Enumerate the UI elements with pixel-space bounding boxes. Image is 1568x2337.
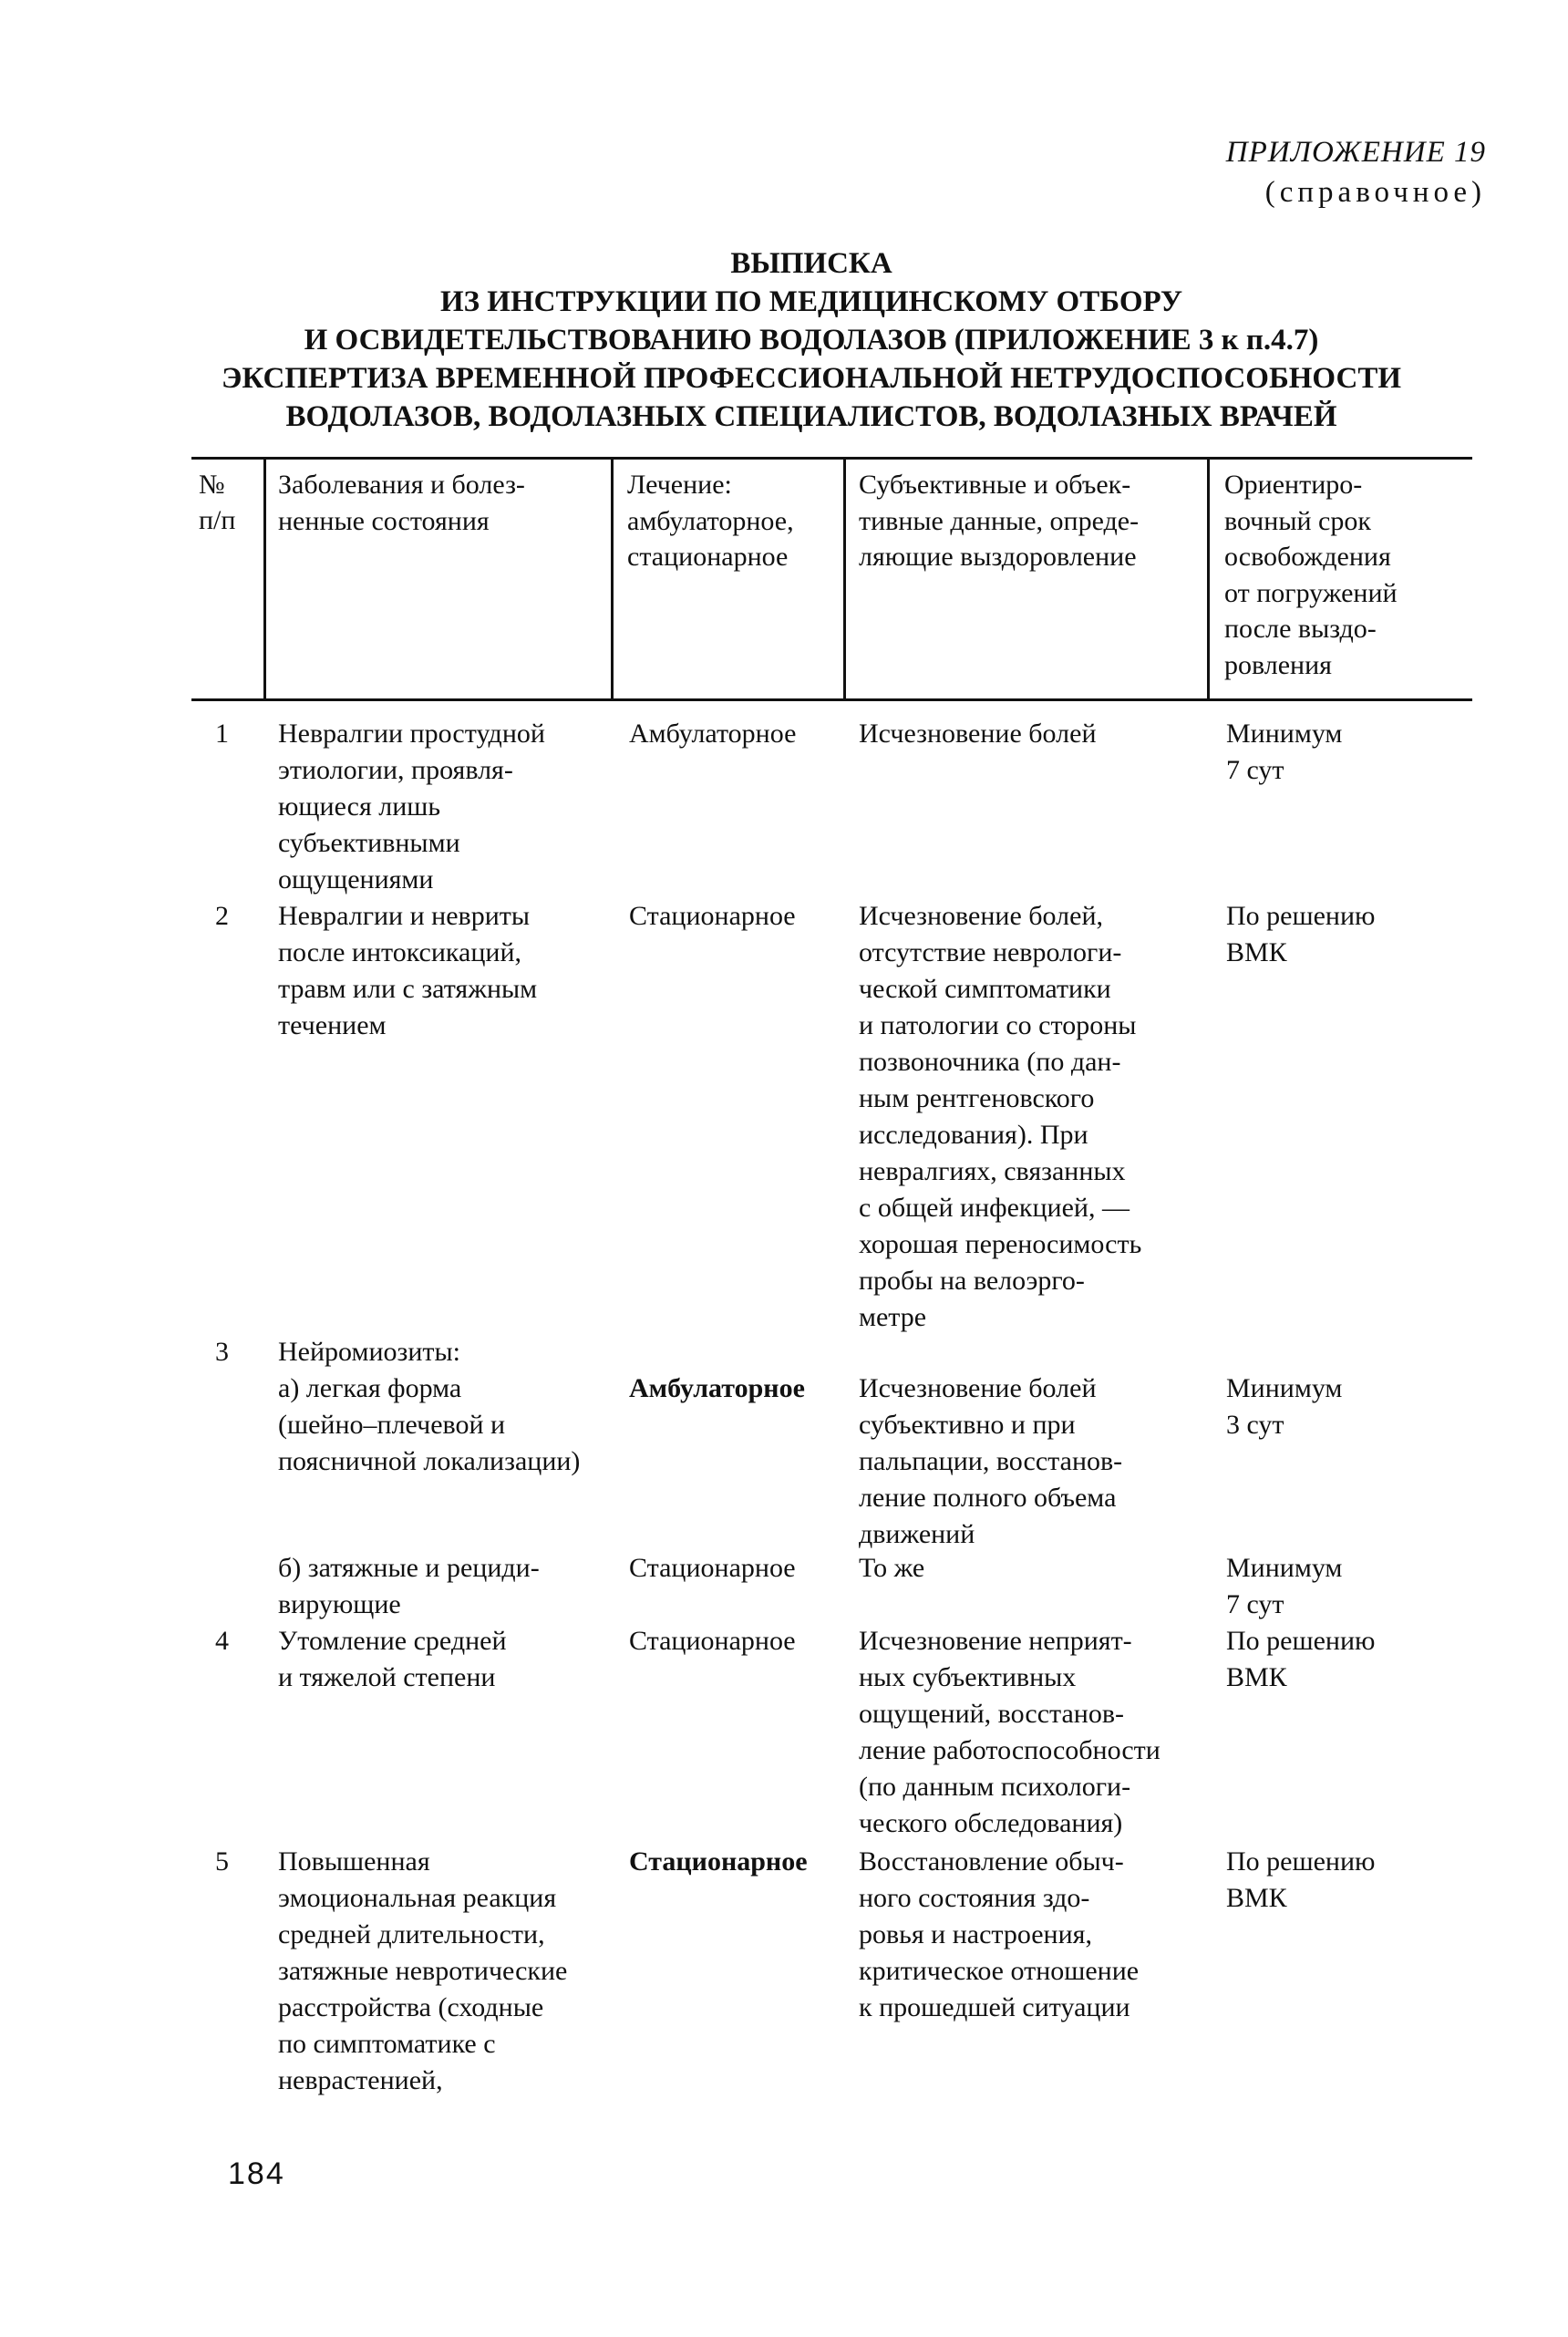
- row-criteria: Восстановление обыч- ного состояния здо- ровья и настроения, критическое отношение к прошедшей ситуации: [859, 1846, 1140, 2022]
- column-divider: [1207, 459, 1210, 700]
- title-line: И ОСВИДЕТЕЛЬСТВОВАНИЮ ВОДОЛАЗОВ (ПРИЛОЖЕНИЕ 3 к п.4.7): [304, 324, 1319, 357]
- row-disease: Утомление средней и тяжелой степени: [278, 1626, 507, 1692]
- row-treatment: Амбулаторное: [629, 1373, 805, 1403]
- row-number: 5: [215, 1846, 229, 1877]
- row-term: Минимум 7 сут: [1226, 719, 1343, 785]
- row-criteria: Исчезновение неприят- ных субъективных ощущений, восстанов- ление работоспособности (по данным психологи- ческого обследования): [859, 1626, 1161, 1838]
- row-treatment: Стационарное: [629, 1846, 808, 1877]
- row-term: Минимум 3 сут: [1226, 1373, 1343, 1440]
- row-term: Минимум 7 сут: [1226, 1553, 1343, 1619]
- row-disease: Нейромиозиты:: [278, 1337, 461, 1367]
- row-number: 4: [215, 1626, 229, 1656]
- title-line: ВОДОЛАЗОВ, ВОДОЛАЗНЫХ СПЕЦИАЛИСТОВ, ВОДОЛАЗНЫХ ВРАЧЕЙ: [285, 400, 1337, 433]
- title-line: ЭКСПЕРТИЗА ВРЕМЕННОЙ ПРОФЕССИОНАЛЬНОЙ НЕТРУДОСПОСОБНОСТИ: [221, 362, 1402, 395]
- row-criteria: Исчезновение болей субъективно и при пальпации, восстанов- ление полного объема движений: [859, 1373, 1123, 1549]
- row-number: 3: [215, 1337, 229, 1367]
- row-number: 2: [215, 901, 229, 931]
- row-disease: б) затяжные и рециди- вирующие: [278, 1553, 540, 1619]
- row-disease: а) легкая форма (шейно–плечевой и поясничной локализации): [278, 1373, 581, 1476]
- document-title: [164, 244, 1459, 436]
- title-line: ИЗ ИНСТРУКЦИИ ПО МЕДИЦИНСКОМУ ОТБОРУ: [439, 285, 1183, 318]
- column-divider: [611, 459, 614, 700]
- row-criteria: Исчезновение болей, отсутствие неврологи- ческой симптоматики и патологии со стороны позвоночника (по дан- ным рентгеновского исследования). При невралгиях, связанных с общей инфекцией, — хорошая переносимость пробы на велоэрго- метре: [859, 901, 1142, 1332]
- row-number: 1: [215, 719, 229, 749]
- row-treatment: Стационарное: [629, 901, 796, 931]
- header-treatment: Лечение: амбулаторное, стационарное: [627, 470, 794, 572]
- header-num-text: № п/п: [199, 470, 236, 535]
- table-header-rule: [191, 698, 1472, 701]
- row-treatment: Амбулаторное: [629, 719, 797, 749]
- row-criteria: Исчезновение болей: [859, 719, 1097, 749]
- appendix-title: ПРИЛОЖЕНИЕ 19: [1225, 136, 1486, 169]
- row-treatment: Стационарное: [629, 1626, 796, 1656]
- header-disease: Заболевания и болез- ненные состояния: [278, 470, 525, 536]
- header-num: [199, 467, 235, 538]
- header-criteria: Субъективные и объек- тивные данные, опреде- ляющие выздоровление: [859, 470, 1140, 572]
- table-top-rule: [191, 457, 1472, 460]
- row-treatment: Стационарное: [629, 1553, 796, 1583]
- title-line: ВЫПИСКА: [730, 247, 892, 280]
- column-divider: [263, 459, 266, 700]
- row-term: По решению ВМК: [1226, 1626, 1376, 1692]
- header-term: Ориентиро- вочный срок освобождения от погружений после выздо- ровления: [1224, 470, 1398, 680]
- column-divider: [843, 459, 846, 700]
- row-term: По решению ВМК: [1226, 901, 1376, 967]
- row-term: По решению ВМК: [1226, 1846, 1376, 1913]
- row-disease: Невралгии простудной этиологии, проявля- ющиеся лишь субъективными ощущениями: [278, 719, 545, 894]
- row-disease: Повышенная эмоциональная реакция средней длительности, затяжные невротические расстройства (сходные по симптоматике с неврастенией,: [278, 1846, 568, 2095]
- page-number: 184: [228, 2156, 285, 2191]
- row-disease: Невралгии и невриты после интоксикаций, травм или с затяжным течением: [278, 901, 538, 1040]
- appendix-note: (справочное): [1264, 176, 1486, 209]
- row-criteria: То же: [859, 1553, 925, 1583]
- appendix-label: [1226, 132, 1486, 212]
